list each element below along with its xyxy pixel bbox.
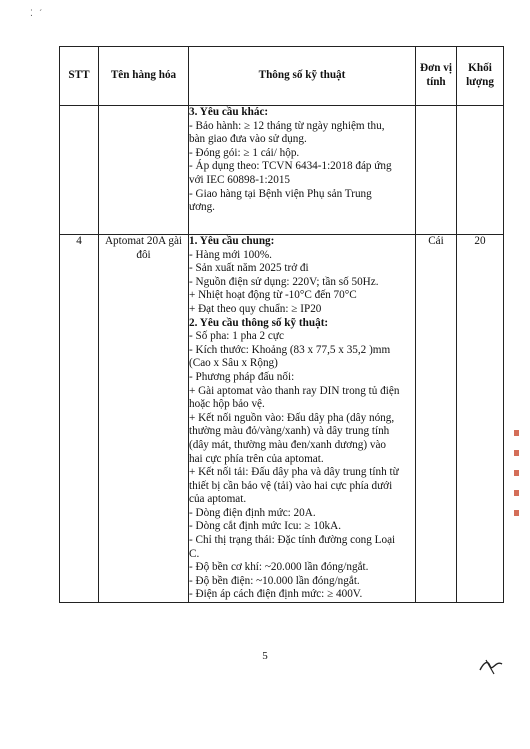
header-qty: Khối lượng [457, 47, 504, 106]
cell-qty [457, 106, 504, 235]
margin-stamp-marks [514, 430, 520, 550]
spec-line: bàn giao đưa vào sử dụng. [189, 133, 307, 146]
cell-qty: 20 [457, 235, 504, 603]
spec-line: + Nhiệt hoạt động từ -10°C đến 70°C [189, 289, 357, 302]
spec-line: hai cực phía trên của aptomat. [189, 452, 324, 465]
table-row [60, 106, 504, 235]
spec-line: hoặc hộp bảo vệ. [189, 398, 265, 411]
spec-line: + Đạt theo quy chuẩn: ≥ IP20 [189, 302, 322, 315]
cell-unit: Cái [416, 235, 457, 603]
spec-line: của aptomat. [189, 493, 247, 506]
spec-line: - Độ bền điện: ~10.000 lần đóng/ngắt. [189, 574, 360, 587]
spec-table [59, 46, 504, 603]
spec-line: - Chỉ thị trạng thái: Đặc tính đường cong Loại [189, 534, 396, 547]
page-number: 5 [262, 650, 268, 662]
cell-name [99, 106, 189, 235]
spec-line: thiết bị cần bảo vệ (tải) vào hai cực phía dưới [189, 479, 393, 492]
spec-line: - Độ bền cơ khí: ~20.000 lần đóng/ngắt. [189, 561, 369, 574]
spec-line: (Cao x Sâu x Rộng) [189, 357, 278, 370]
spec-line: - Áp dụng theo: TCVN 6434-1:2018 đáp ứng [189, 160, 392, 173]
spec-line: - Số pha: 1 pha 2 cực [189, 330, 284, 343]
spec-line: - Điện áp cách điện định mức: ≥ 400V. [189, 588, 363, 601]
spec-line: - Kích thước: Khoảng (83 x 77,5 x 35,2 )mm [189, 343, 391, 356]
spec-line: - Phương pháp đấu nối: [189, 370, 295, 383]
cell-name: Aptomat 20A gài đôi [99, 235, 189, 603]
table-row [60, 235, 504, 603]
spec-line: ương. [189, 201, 215, 214]
spec-line: - Nguồn điện sử dụng: 220V; tần số 50Hz. [189, 275, 379, 288]
spec-line: - Bảo hành: ≥ 12 tháng từ ngày nghiệm thu, [189, 119, 385, 132]
header-stt: STT [60, 47, 99, 106]
spec-line: (dây mát, thường màu đen/xanh dương) vào [189, 438, 387, 451]
spec-line: - Giao hàng tại Bệnh viện Phụ sản Trung [189, 187, 372, 200]
cell-spec [189, 106, 416, 235]
signature-mark [478, 656, 504, 676]
spec-line: - Đóng gói: ≥ 1 cái/ hộp. [189, 146, 300, 159]
spec-line: với IEC 60898-1:2015 [189, 173, 291, 186]
header-name: Tên hàng hóa [99, 47, 189, 106]
header-unit: Đơn vị tính [416, 47, 457, 106]
spec-heading: 1. Yêu cầu chung: [189, 235, 275, 247]
spec-line: - Dòng cắt định mức Icu: ≥ 10kA. [189, 520, 342, 533]
cell-spec [189, 235, 416, 603]
cell-stt [60, 106, 99, 235]
spec-line: + Gài aptomat vào thanh ray DIN trong tủ điện [189, 384, 400, 397]
spec-line: C. [189, 547, 200, 560]
spec-line: + Kết nối nguồn vào: Đấu dây pha (dây nóng, [189, 411, 395, 424]
spec-heading: 2. Yêu cầu thông số kỹ thuật: [189, 316, 329, 329]
spec-line: thường màu đỏ/vàng/xanh) và dây trung tính [189, 425, 390, 438]
table-header-row [60, 47, 504, 106]
page-corner-mark: ⁚ ´ [30, 8, 45, 18]
spec-line: + Kết nối tải: Đấu dây pha và dây trung tính từ [189, 466, 399, 479]
spec-heading: 3. Yêu cầu khác: [189, 106, 269, 118]
header-spec: Thông số kỹ thuật [189, 47, 416, 106]
cell-stt: 4 [60, 235, 99, 603]
spec-line: - Hàng mới 100%. [189, 248, 272, 261]
spec-line: - Dòng điện định mức: 20A. [189, 506, 316, 519]
spec-line: - Sản xuất năm 2025 trở đi [189, 262, 309, 275]
cell-unit [416, 106, 457, 235]
